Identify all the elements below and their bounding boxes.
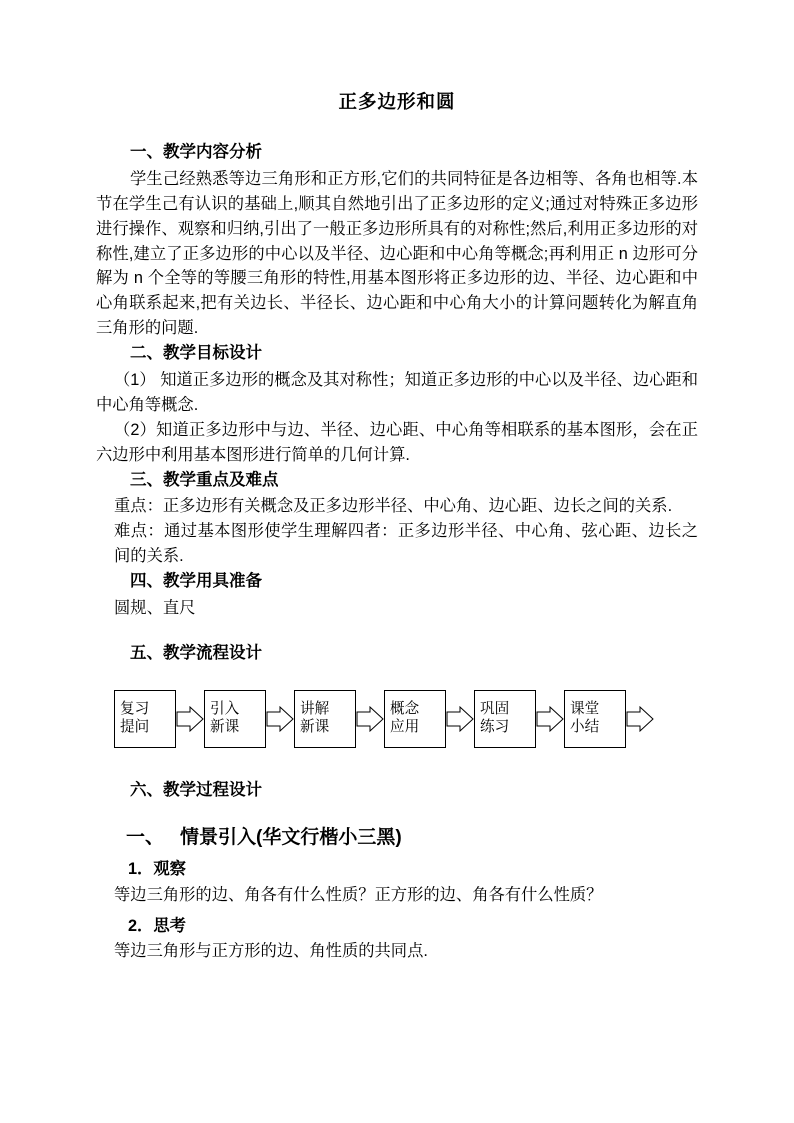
section-heading-2: 二、教学目标设计 (130, 344, 262, 363)
section-1-paragraph-1: 学生己经熟悉等边三角形和正方形,它们的共同特征是各边相等、各角也相等.本节在学生己有认识的基础上,顺其自然地引出了正多边形的定义;通过对特殊正多边形进行操作、观察和归纳,引出了一般正多边形所具有的对称性;然后,利用正多边形的对称性,建立了正多边形的中心以及半径、边心距和中心角等概念;再利用正 n 边形可分解为 n 个全等的等腰三角形的特性,用基本图形将正多边形的边、半径、边心距和中心角联系起来,把有关边长、半径长、边心距和中心角大小的计算问题转化为解直角三角形的问题. (96, 169, 698, 338)
flow-box-intro (204, 690, 266, 748)
flow-arrow-icon-6 (626, 706, 654, 732)
item-text-observe: 等边三角形的边、角各有什么性质？正方形的边、角各有什么性质？ (114, 885, 603, 904)
flow-arrow-icon-3 (356, 706, 384, 732)
scene-title: 情景引入 (180, 827, 257, 849)
flow-box-review-line1: 复习 (120, 701, 150, 718)
flow-box-practice (474, 690, 536, 748)
flow-box-practice-line2: 练习 (480, 718, 510, 735)
section-heading-5: 五、教学流程设计 (130, 643, 262, 662)
flow-box-review (114, 690, 176, 748)
flow-box-lecture-line2: 新课 (300, 718, 330, 735)
item-heading-think: 2．思考 (128, 916, 186, 935)
section-4-paragraph-1: 圆规、直尺 (114, 598, 196, 617)
item-text-think: 等边三角形与正方形的边、角性质的共同点. (114, 942, 428, 961)
section-heading-1: 一、教学内容分析 (130, 143, 262, 161)
flow-box-summary (564, 690, 626, 748)
scene-note: (华文行楷小三黑) (256, 827, 402, 849)
section-heading-4: 四、教学用具准备 (130, 572, 262, 591)
section-heading-3: 三、教学重点及难点 (130, 470, 279, 489)
section-3-paragraph-1: 重点：正多边形有关概念及正多边形半径、中心角、边心距、边长之间的关系. (114, 497, 673, 516)
section-heading-6: 六、教学过程设计 (130, 780, 262, 799)
flow-box-concept-line2: 应用 (390, 718, 420, 735)
section-2-paragraph-1: （1） 知道正多边形的概念及其对称性；知道正多边形的中心以及半径、边心距和中心角等概念. (96, 370, 698, 414)
flow-arrow-icon-4 (446, 706, 474, 732)
flow-box-intro-line2: 新课 (210, 718, 240, 735)
page-title: 正多边形和圆 (338, 91, 456, 112)
flow-box-lecture-line1: 讲解 (300, 701, 330, 718)
flow-arrow-icon-2 (266, 706, 294, 732)
item-heading-observe: 1．观察 (128, 860, 186, 879)
flow-box-concept (384, 690, 446, 748)
flow-box-concept-line1: 概念 (390, 701, 420, 718)
teaching-flowchart (114, 682, 698, 756)
flow-arrow-icon-5 (536, 706, 564, 732)
flow-box-summary-line1: 课堂 (570, 701, 600, 718)
scene-number: 一、 (126, 827, 165, 849)
flow-box-summary-line2: 小结 (570, 718, 600, 735)
section-3-paragraph-2: 难点：通过基本图形使学生理解四者：正多边形半径、中心角、弦心距、边长之间的关系. (114, 522, 698, 566)
flow-box-intro-line1: 引入 (210, 701, 240, 718)
flow-arrow-icon-1 (176, 706, 204, 732)
flow-box-lecture (294, 690, 356, 748)
section-2-paragraph-2: （2）知道正多边形中与边、半径、边心距、中心角等相联系的基本图形，会在正六边形中利用基本图形进行简单的几何计算. (96, 420, 698, 464)
flow-box-practice-line1: 巩固 (480, 701, 510, 718)
scene-heading (96, 822, 698, 849)
flow-box-review-line2: 提问 (120, 718, 150, 735)
